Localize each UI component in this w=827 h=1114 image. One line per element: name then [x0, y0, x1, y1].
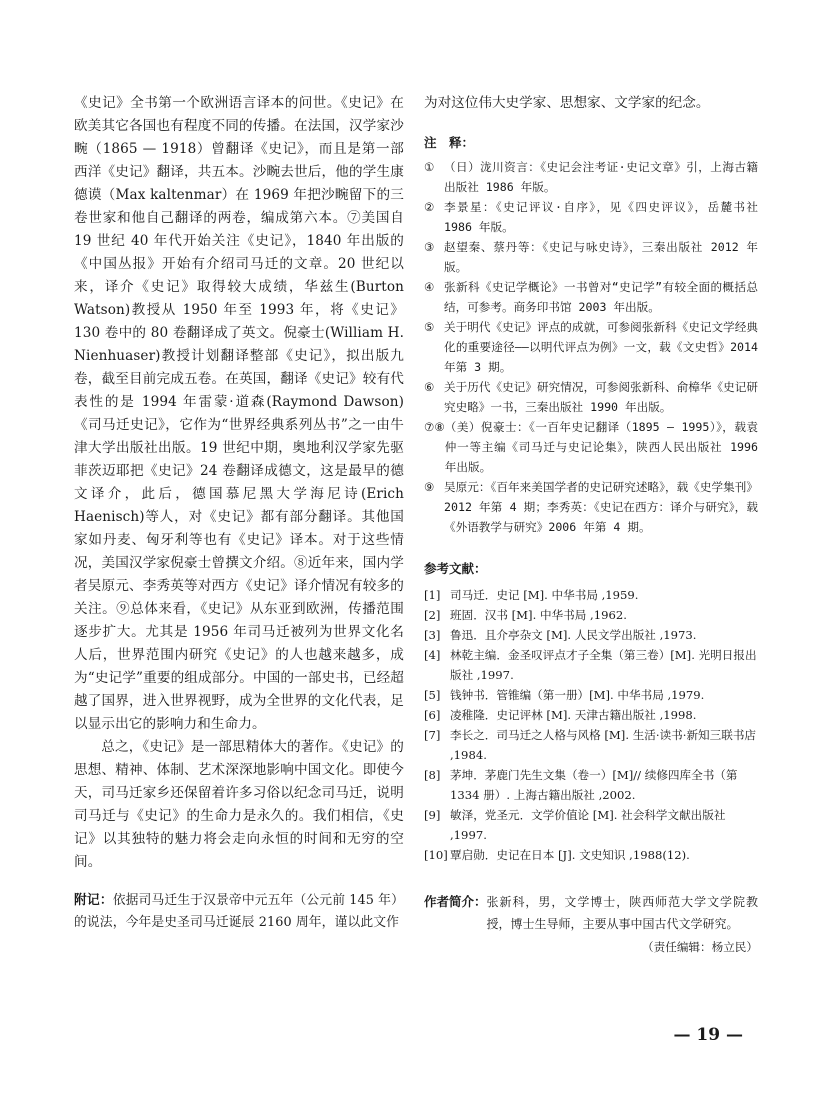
note-item [424, 417, 758, 477]
reference-text: 林乾主编．金圣叹评点才子全集（第三卷）[M]. 光明日报出版社 ,1997. [450, 648, 757, 682]
note-item [424, 157, 758, 197]
appendix-text: 依据司马迁生于汉景帝中元五年（公元前 145 年）的说法，今年是史圣司马迁诞辰 2160 周年，谨以此文作 [74, 893, 404, 930]
reference-text: 茅坤．茅鹿门先生文集（卷一）[M]// 续修四库全书（第 1334 册）. 上海古籍出版社 ,2002. [450, 768, 738, 802]
note-text: （美）倪豪士：《一百年史记翻译（1895 — 1995）》，载袁仲一等主编《司马迁与史记论集》，陕西人民出版社 1996 年出版。 [444, 420, 758, 474]
page-number: — 19 — [673, 1025, 743, 1045]
author-bio [424, 891, 758, 935]
reference-marker: [7] [424, 728, 441, 742]
note-marker: ⑥ [424, 380, 435, 394]
note-text: 李景星：《史记评议·自序》，见《四史评议》，岳麓书社 1986 年版。 [444, 200, 758, 234]
note-item [424, 377, 758, 417]
note-item [424, 277, 758, 317]
reference-item [424, 685, 758, 705]
note-text: 关于明代《史记》评点的成就，可参阅张新科《史记文学经典化的重要途径——以明代评点为例》一文，载《文史哲》2014 年第 3 期。 [444, 320, 758, 374]
reference-marker: [2] [424, 608, 441, 622]
reference-item [424, 765, 758, 805]
body-paragraph-2: 总之，《史记》是一部思精体大的著作。《史记》的思想、精神、体制、艺术深深地影响中国文化。即使今天，司马迁家乡还保留着许多习俗以纪念司马迁，说明司马迁与《史记》的生命力是永久的。我们相信，《史记》以其独特的魅力将会走向永恒的时间和无穷的空间。 [74, 739, 404, 870]
note-item [424, 477, 758, 537]
reference-marker: [5] [424, 688, 441, 702]
reference-marker: [1] [424, 588, 441, 602]
reference-text: 凌稚隆．史记评林 [M]. 天津古籍出版社 ,1998. [450, 708, 697, 722]
reference-item [424, 805, 758, 845]
right-column [424, 92, 758, 957]
appendix-note [74, 890, 404, 934]
note-text: 关于历代《史记》研究情况，可参阅张新科、俞樟华《史记研究史略》一书，三秦出版社 1990 年出版。 [444, 380, 758, 414]
reference-text: 钱钟书．管锥编（第一册）[M]. 中华书局 ,1979. [450, 688, 705, 702]
reference-item [424, 845, 758, 865]
reference-text: 司马迁．史记 [M]. 中华书局 ,1959. [450, 588, 639, 602]
note-text: （日）泷川资言：《史记会注考证·史记文章》引，上海古籍出版社 1986 年版。 [444, 160, 758, 194]
reference-marker: [8] [424, 768, 441, 782]
reference-marker: [4] [424, 648, 441, 662]
author-bio-label: 作者简介： [424, 894, 487, 909]
note-item [424, 317, 758, 377]
responsible-editor: （责任编辑：杨立民） [642, 940, 758, 954]
note-text: 赵望秦、蔡丹等：《史记与咏史诗》，三秦出版社 2012 年版。 [444, 240, 758, 274]
note-item [424, 197, 758, 237]
reference-marker: [9] [424, 808, 441, 822]
appendix-continuation: 为对这位伟大史学家、思想家、文学家的纪念。 [424, 95, 710, 111]
appendix-label: 附记： [74, 893, 113, 908]
notes-list [424, 157, 758, 537]
reference-text: 班固．汉书 [M]. 中华书局 ,1962. [450, 608, 627, 622]
references-title: 参考文献： [424, 561, 487, 576]
reference-item [424, 725, 758, 765]
note-marker: ⑤ [424, 320, 435, 334]
reference-item [424, 605, 758, 625]
reference-text: 敏泽，党圣元．文学价值论 [M]. 社会科学文献出版社 ,1997. [450, 808, 726, 842]
note-text: 张新科《史记学概论》一书曾对“史记学”有较全面的概括总结，可参考。商务印书馆 2003 年出版。 [444, 280, 758, 314]
note-item [424, 237, 758, 277]
author-bio-text: 张新科，男，文学博士，陕西师范大学文学院教授，博士生导师，主要从事中国古代文学研究。 [486, 895, 758, 931]
reference-item [424, 625, 758, 645]
reference-text: 鲁迅．且介亭杂文 [M]. 人民文学出版社 ,1973. [450, 628, 697, 642]
note-marker: ⑨ [424, 480, 435, 494]
note-marker: ④ [424, 280, 435, 294]
note-marker: ⑦⑧ [424, 420, 445, 434]
note-marker: ① [424, 160, 435, 174]
reference-marker: [6] [424, 708, 441, 722]
reference-text: 覃启勋．史记在日本 [J]. 文史知识 ,1988(12). [450, 848, 690, 862]
reference-item [424, 705, 758, 725]
references-list [424, 585, 758, 865]
note-marker: ③ [424, 240, 435, 254]
reference-marker: [3] [424, 628, 441, 642]
left-column [74, 92, 404, 934]
reference-item [424, 585, 758, 605]
body-paragraph-1: 《史记》全书第一个欧洲语言译本的问世。《史记》在欧美其它各国也有程度不同的传播。在法国，汉学家沙畹（1865 — 1918）曾翻译《史记》，而且是第一部西洋《史记》翻译，共五本。沙畹去世后，他的学生康德谟（Max kaltenmar）在 1969 年把沙畹留下的三卷世家和他自己翻译的两卷，编成第六本。⑦美国自 19 世纪 40 年代开始关注《史记》，1840 年出版的《中国丛报》开始有介绍司马迁的文章。20 世纪以来，译介《史记》取得较大成绩，华兹生(Burton Watson)教授从 1950 年至 1993 年，将《史记》130 卷中的 80 卷翻译成了英文。倪豪士(William H. Nienhuaser)教授计划翻译整部《史记》，拟出版九卷，截至目前完成五卷。在英国，翻译《史记》较有代表性的是 1994 年雷蒙·道森(Raymond Dawson)《司马迁史记》，它作为“世界经典系列丛书”之一由牛津大学出版社出版。19 世纪中期，奥地利汉学家先驱菲茨迈耶把《史记》24 卷翻译成德文，这是最早的德文译介，此后，德国慕尼黑大学海尼诗(Erich Haenisch)等人，对《史记》都有部分翻译。其他国家如丹麦、匈牙利等也有《史记》译本。对于这些情况，美国汉学家倪豪士曾撰文介绍。⑧近年来，国内学者吴原元、李秀英等对西方《史记》译介情况有较多的关注。⑨总体来看，《史记》从东亚到欧洲，传播范围逐步扩大。尤其是 1956 年司马迁被列为世界文化名人后，世界范围内研究《史记》的人也越来越多，成为“史记学”重要的组成部分。中国的一部史书，已经超越了国界，进入世界视野，成为全世界的文化代表，足以显示出它的影响力和生命力。 [74, 95, 404, 732]
reference-marker: [10] [424, 848, 448, 862]
reference-item [424, 645, 758, 685]
reference-text: 李长之．司马迁之人格与风格 [M]. 生活·读书·新知三联书店 ,1984. [450, 728, 757, 762]
note-marker: ② [424, 200, 435, 214]
note-text: 吴原元：《百年来美国学者的史记研究述略》，载《史学集刊》2012 年第 4 期；李秀英：《史记在西方：译介与研究》，载《外语教学与研究》2006 年第 4 期。 [444, 480, 758, 534]
notes-title: 注 释： [424, 135, 475, 150]
